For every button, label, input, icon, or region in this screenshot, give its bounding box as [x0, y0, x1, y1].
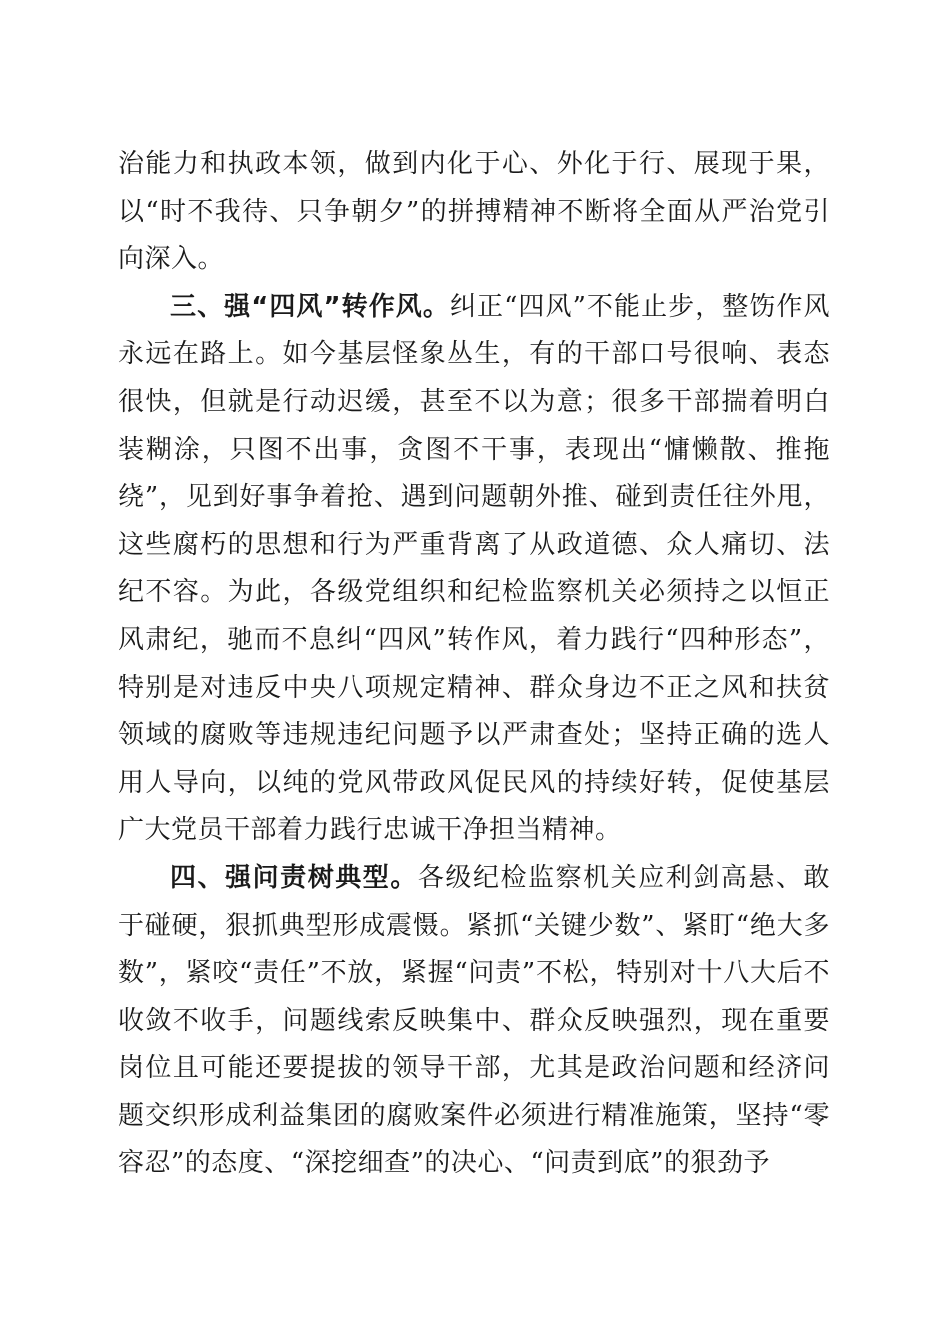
- section-heading-four: 四、强问责树典型。: [170, 862, 418, 893]
- paragraph-continuation: [118, 141, 830, 284]
- paragraph-section-three: [118, 284, 830, 855]
- section-heading-three: 三、强“四风”转作风。: [170, 291, 450, 322]
- paragraph-text: 各级纪检监察机关应利剑高悬、敢于碰硬，狠抓典型形成震慑。紧抓“关键少数”、紧盯“绝大多数”，紧咬“责任”不放，紧握“问责”不松，特别对十八大后不收敛不收手，问题线索反映集中、群众反映强烈，现在重要岗位且可能还要提拔的领导干部，尤其是政治问题和经济问题交织形成利益集团的腐败案件必须进行精准施策，坚持“零容忍”的态度、“深挖细查”的决心、“问责到底”的狠劲予: [118, 862, 830, 1179]
- document-body: [118, 141, 830, 1188]
- paragraph-text: 纠正“四风”不能止步，整饬作风永远在路上。如今基层怪象丛生，有的干部口号很响、表态很快，但就是行动迟缓，甚至不以为意；很多干部揣着明白装糊涂，只图不出事，贪图不干事，表现出“慵懒散、推拖绕”，见到好事争着抢、遇到问题朝外推、碰到责任往外甩，这些腐朽的思想和行为严重背离了从政道德、众人痛切、法纪不容。为此，各级党组织和纪检监察机关必须持之以恒正风肃纪，驰而不息纠“四风”转作风，着力践行“四种形态”，特别是对违反中央八项规定精神、群众身边不正之风和扶贫领域的腐败等违规违纪问题予以严肃查处；坚持正确的选人用人导向，以纯的党风带政风促民风的持续好转，促使基层广大党员干部着力践行忠诚干净担当精神。: [118, 291, 830, 846]
- paragraph-section-four: [118, 855, 830, 1188]
- paragraph-text: 治能力和执政本领，做到内化于心、外化于行、展现于果，以“时不我待、只争朝夕”的拼搏精神不断将全面从严治党引向深入。: [118, 149, 830, 275]
